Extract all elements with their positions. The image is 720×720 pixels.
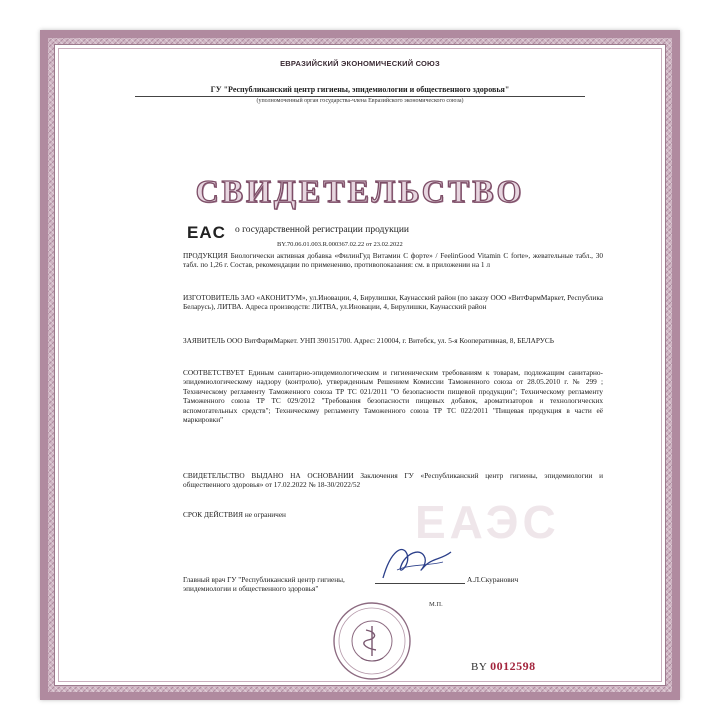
manufacturer-text: ЗАО «АКОНИТУМ», ул.Иновации, 4, Бирулишки, Каунасский район (по заказу ООО «ВитФармМаркет, Республика Беларусь), ЛИТВА. Адреса производств: ЛИТВА, ул.Иновации, 4, Бирулишки, Каунасский район — [183, 293, 604, 312]
official-seal-icon — [331, 600, 413, 682]
applicant-label: ЗАЯВИТЕЛЬ — [183, 336, 225, 345]
signature-line — [375, 583, 465, 584]
validity-text: не ограничен — [244, 510, 286, 519]
product-label: ПРОДУКЦИЯ — [183, 251, 228, 260]
authority-note: (уполномоченный орган государства-члена Евразийского экономического союза) — [256, 98, 464, 104]
signer-name: А.Л.Скуранович — [467, 575, 519, 584]
serial-digits: 0012598 — [490, 659, 536, 673]
applicant-section — [183, 336, 603, 345]
document-subtitle: о государственной регистрации продукции — [235, 225, 409, 235]
union-header: ЕВРАЗИЙСКИЙ ЭКОНОМИЧЕСКИЙ СОЮЗ — [280, 59, 440, 68]
applicant-text: ООО ВитФармМаркет. УНП 390151700. Адрес: 210004, г. Витебск, ул. 5-я Кооперативная, 8, БЕЛАРУСЬ — [226, 336, 554, 345]
authority-underline — [135, 96, 585, 97]
issued-text: Заключения ГУ «Республиканский центр гигиены, эпидемиологии и общественного здоровья» от 17.02.2022 № 18-30/2022/52 — [183, 471, 604, 490]
serial-prefix: BY — [471, 661, 487, 673]
serial-number — [471, 659, 536, 674]
certificate-body — [54, 44, 666, 686]
validity-label: СРОК ДЕЙСТВИЯ — [183, 510, 244, 519]
conformity-section — [183, 368, 603, 424]
eac-mark: EAC — [187, 223, 226, 242]
certificate-page — [40, 30, 680, 700]
registration-number: BY.70.06.01.003.R.000367.02.22 от 23.02.2022 — [277, 241, 403, 248]
signature-icon — [377, 540, 457, 586]
issued-basis-section — [183, 471, 603, 490]
stamp-mark: М.П. — [429, 601, 443, 608]
product-section — [183, 251, 603, 270]
signer-title: Главный врач ГУ "Республиканский центр гигиены, эпидемиологии и общественного здоровья" — [183, 575, 345, 594]
conformity-text: Единым санитарно-эпидемиологическим и гигиеническим требованиям к товарам, подлежащим санитарно-эпидемиологическому надзору (контролю), утвержденным Решением Комиссии Таможенного союза от 28.05.2010 г. № 299 ; Техническому регламенту Таможенного союза ТР ТС 021/2011 "О безопасности пищевой продукции"; Техническому регламенту Таможенного союза ТР ТС 029/2012 "Требования безопасности пищевых добавок, ароматизаторов и технологических вспомогательных средств"; Техническому регламенту Таможенного союза ТР ТС 022/2011 "Пищевая продукция в части её маркировки" — [183, 368, 603, 425]
manufacturer-label: ИЗГОТОВИТЕЛЬ — [183, 293, 239, 302]
eaes-watermark: ЕАЭС — [415, 496, 560, 548]
conformity-label: СООТВЕТСТВУЕТ — [183, 368, 245, 377]
issued-label: СВИДЕТЕЛЬСТВО ВЫДАНО НА ОСНОВАНИИ — [183, 471, 354, 480]
issuing-authority: ГУ "Республиканский центр гигиены, эпидемиологии и общественного здоровья" — [210, 85, 510, 94]
product-text: Биологически активная добавка «ФилинГуд Витамин С форте» / FeelinGood Vitamin C forte», жевательные табл., 30 табл. по 1,26 г. Состав, рекомендации по применению, противопоказания: см. в приложении на 1 л — [183, 251, 604, 270]
validity-section — [183, 510, 603, 519]
document-title: СВИДЕТЕЛЬСТВО — [195, 173, 525, 209]
manufacturer-section — [183, 293, 603, 312]
